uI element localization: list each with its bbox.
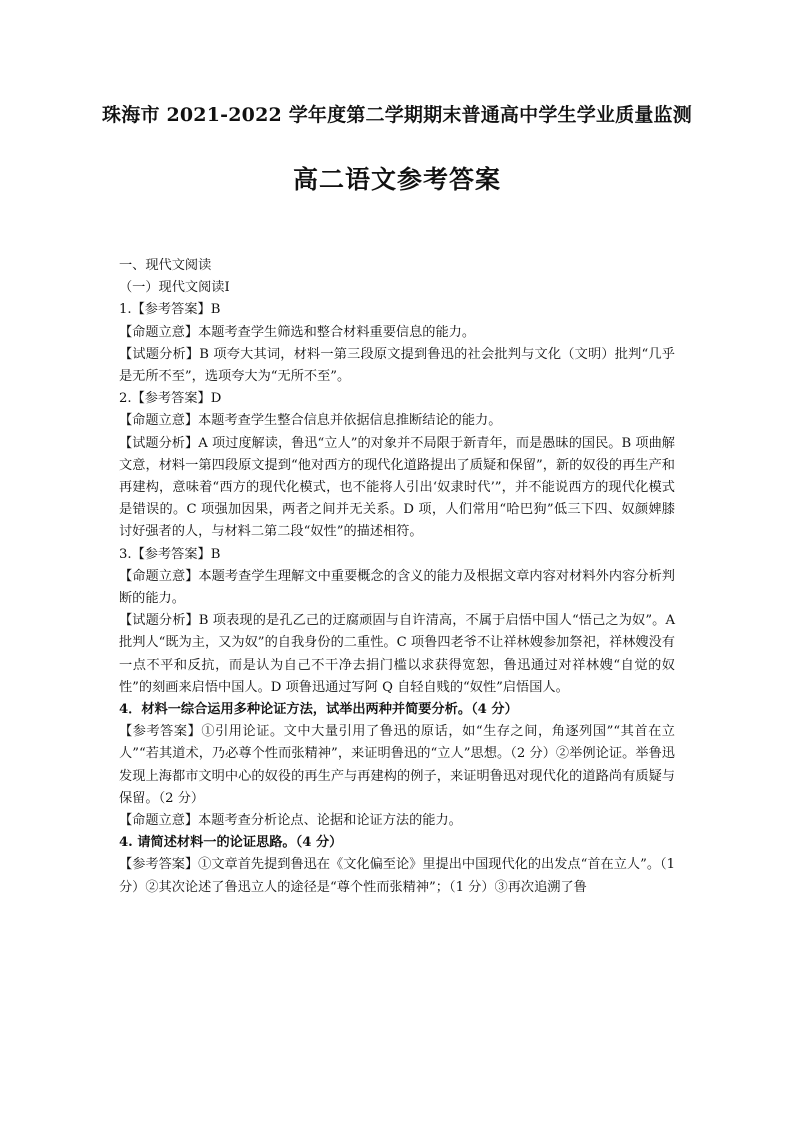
- q4-answer: 【参考答案】①引用论证。文中大量引用了鲁迅的原话，如“生存之间，角逐列国”“其首在立人”“若其道术，乃必尊个性而张精神”，来证明鲁迅的“立人”思想。（2 分）②举例论证。举鲁迅发现上海都市文明中心的奴役的再生产与再建构的例子，来证明鲁迅对现代化的道路尚有质疑与保留。（2 分）: [119, 724, 675, 806]
- q4-question: 4．材料一综合运用多种论证方法，试举出两种并简要分析。（4 分）: [119, 702, 518, 718]
- q2-answer: 2.【参考答案】D: [119, 391, 222, 407]
- q2-intent: 【命题立意】本题考查学生整合信息并依据信息推断结论的能力。: [119, 413, 502, 429]
- q1-analysis: 【试题分析】B 项夸大其词，材料一第三段原文提到鲁迅的社会批判与文化（文明）批判“几乎是无所不至”，选项夸大为“无所不至”。: [119, 346, 675, 385]
- subsection-heading: （一）现代文阅读Ⅰ: [119, 280, 230, 296]
- q3-intent: 【命题立意】本题考查学生理解文中重要概念的含义的能力及根据文章内容对材料外内容分析判断的能力。: [119, 568, 675, 607]
- q4-intent: 【命题立意】本题考查分析论点、论据和论证方法的能力。: [119, 813, 462, 829]
- document-title: 珠海市 2021-2022 学年度第二学期期末普通高中学生学业质量监测: [102, 104, 692, 126]
- document-subtitle: 高二语文参考答案: [292, 165, 501, 194]
- q1-answer: 1.【参考答案】B: [119, 302, 221, 318]
- document-body: [119, 255, 675, 899]
- q1-intent: 【命题立意】本题考查学生筛选和整合材料重要信息的能力。: [119, 324, 476, 340]
- q5-question: 4. 请简述材料一的论证思路。（4 分）: [119, 835, 343, 851]
- q5-answer: 【参考答案】①文章首先提到鲁迅在《文化偏至论》里提出中国现代化的出发点“首在立人”。（1 分）②其次论述了鲁迅立人的途径是“尊个性而张精神”；（1 分）③再次追溯了鲁: [119, 857, 675, 895]
- q2-analysis: 【试题分析】A 项过度解读，鲁迅“立人”的对象并不局限于新青年，而是愚昧的国民。B 项曲解文意，材料一第四段原文提到“他对西方的现代化道路提出了质疑和保留”，新的奴役的再生产和再建构，意味着“西方的现代化模式，也不能将人引出‘奴隶时代’”，并不能说西方的现代化模式是错误的。C 项强加因果，两者之间并无关系。D 项，人们常用“哈巴狗”低三下四、奴颜婢膝讨好强者的人，与材料二第二段“奴性”的描述相符。: [119, 435, 675, 540]
- q3-answer: 3.【参考答案】B: [119, 546, 221, 562]
- q3-analysis: 【试题分析】B 项表现的是孔乙己的迂腐顽固与自许清高，不属于启悟中国人“悟己之为奴”。A 批判人“既为主，又为奴”的自我身份的二重性。C 项鲁四老爷不让祥林嫂参加祭祀，祥林嫂没有一点不平和反抗，而是认为自己不干净去捐门槛以求获得宽恕，鲁迅通过对祥林嫂“自觉的奴性”的刻画来启悟中国人。D 项鲁迅通过写阿 Q 自轻自贱的“奴性”启悟国人。: [119, 613, 675, 695]
- section-heading: 一、现代文阅读: [119, 258, 212, 273]
